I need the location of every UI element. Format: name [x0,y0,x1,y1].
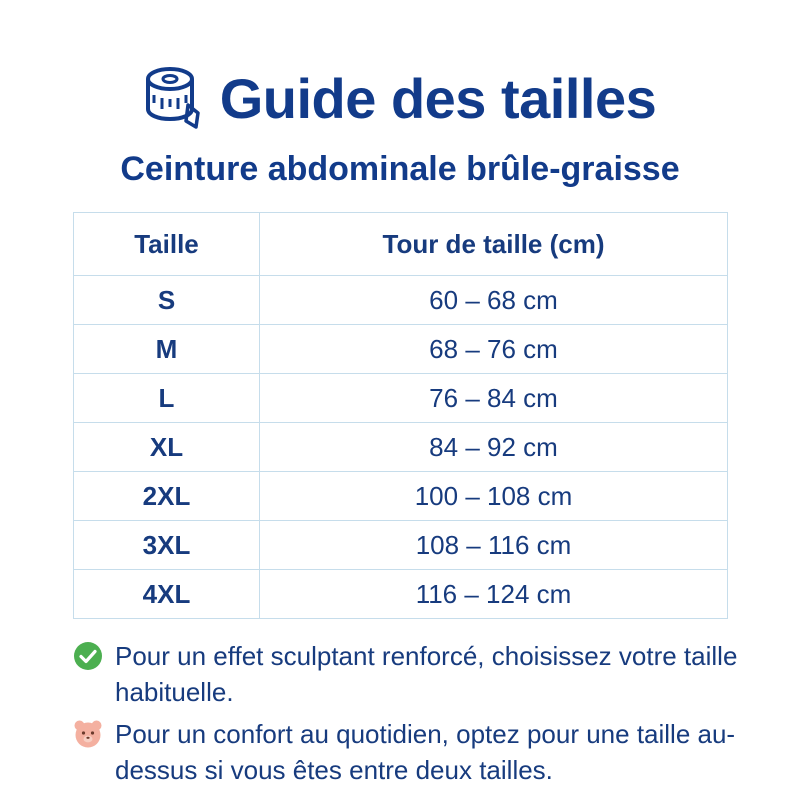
page-subtitle: Ceinture abdominale brûle-graisse [120,150,680,188]
table-header-row [74,213,728,276]
check-circle-icon [73,641,103,671]
page-title: Guide des tailles [219,66,657,130]
note-text: Pour un effet sculptant renforcé, choisissez votre taille habituelle. [115,641,738,707]
size-cell: L [74,374,260,423]
note-text: Pour un confort au quotidien, optez pour une taille au-dessus si vous êtes entre deux tailles. [115,719,736,785]
table-row [74,423,728,472]
bear-face-icon [73,719,103,749]
table-row [74,521,728,570]
table-row [74,374,728,423]
column-header-size: Taille [74,213,260,276]
waist-cell: 84 – 92 cm [260,423,728,472]
size-cell: XL [74,423,260,472]
waist-cell: 116 – 124 cm [260,570,728,619]
size-table [73,212,728,619]
size-cell: S [74,276,260,325]
size-cell: M [74,325,260,374]
waist-cell: 60 – 68 cm [260,276,728,325]
table-row [74,570,728,619]
waist-cell: 108 – 116 cm [260,521,728,570]
size-cell: 4XL [74,570,260,619]
note-comfort [73,716,753,788]
table-row [74,472,728,521]
size-cell: 3XL [74,521,260,570]
table-row [74,325,728,374]
tape-measure-icon [144,65,202,131]
note-sculpting [73,638,753,710]
waist-cell: 76 – 84 cm [260,374,728,423]
title-row [0,58,800,138]
waist-cell: 68 – 76 cm [260,325,728,374]
table-row [74,276,728,325]
waist-cell: 100 – 108 cm [260,472,728,521]
size-cell: 2XL [74,472,260,521]
column-header-waist: Tour de taille (cm) [260,213,728,276]
